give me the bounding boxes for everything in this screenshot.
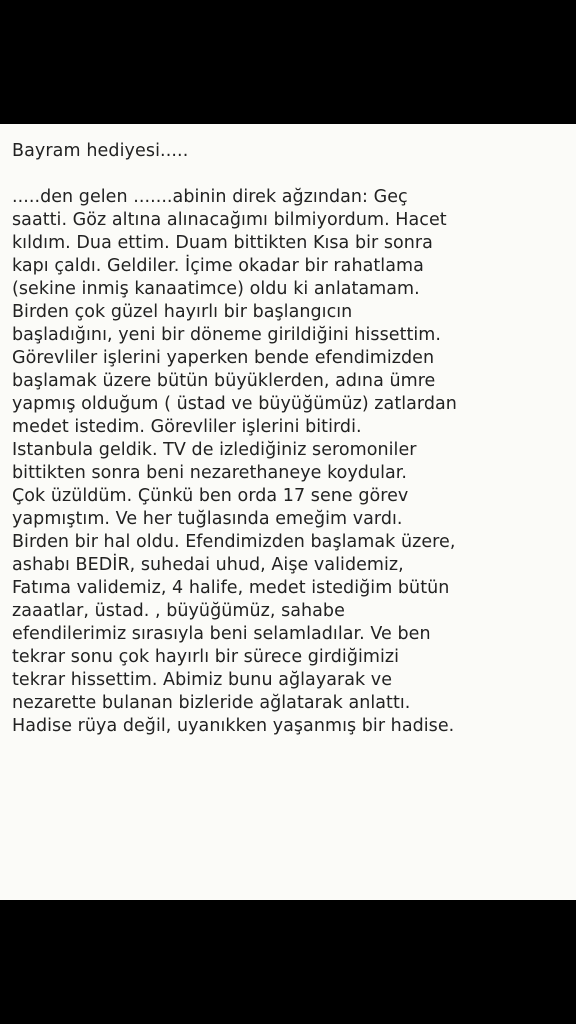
note-line: tekrar hissettim. Abimiz bunu ağlayarak ve [12,670,393,690]
note-line: nezarette bulanan bizleride ağlatarak anlattı. [12,693,411,713]
note-line: Görevliler işlerini yaperken bende efendimizden [12,348,435,368]
note-line: tekrar sonu çok hayırlı bir sürece girdiğimizi [12,647,400,667]
bottom-black-bar [0,900,576,1024]
note-line: yapmıştım. Ve her tuğlasında emeğim vardı. [12,509,403,529]
note-line: ashabı BEDİR, suhedai uhud, Aişe validemiz, [12,555,404,575]
note-line: yapmış olduğum ( üstad ve büyüğümüz) zatlardan [12,394,457,414]
note-line: saatti. Göz altına alınacağımı bilmiyordum. Hacet [12,210,447,230]
note-line: Istanbula geldik. TV de izlediğiniz seromoniler [12,440,417,460]
note-line: kapı çaldı. Geldiler. İçime okadar bir rahatlama [12,256,424,276]
note-line: Birden bir hal oldu. Efendimizden başlamak üzere, [12,532,456,552]
note-line: zaaatlar, üstad. , büyüğümüz, sahabe [12,601,345,621]
note-line: Hadise rüya değil, uyanıkken yaşanmış bir hadise. [12,716,455,736]
note-line: .....den gelen .......abinin direk ağzından: Geç [12,187,408,207]
note-line: Birden çok güzel hayırlı bir başlangıcın [12,302,353,322]
note-body [12,186,566,738]
note-line: medet istedim. Görevliler işlerini bitirdi. [12,417,362,437]
note-line: (sekine inmiş kanaatimce) oldu ki anlatamam. [12,279,420,299]
note-line: efendilerimiz sırasıyla beni selamladılar. Ve ben [12,624,431,644]
note-line: Fatıma validemiz, 4 halife, medet istediğim bütün [12,578,450,598]
note-line: başladığını, yeni bir döneme girildiğini hissettim. [12,325,442,345]
note-title: Bayram hediyesi..... [12,141,189,161]
top-black-bar [0,0,576,124]
note-line: bittikten sonra beni nezarethaneye koydular. [12,463,408,483]
note-line: başlamak üzere bütün büyüklerden, adına ümre [12,371,436,391]
note-line: kıldım. Dua ettim. Duam bittikten Kısa bir sonra [12,233,433,253]
note-line: Çok üzüldüm. Çünkü ben orda 17 sene görev [12,486,409,506]
note-page [0,124,576,900]
